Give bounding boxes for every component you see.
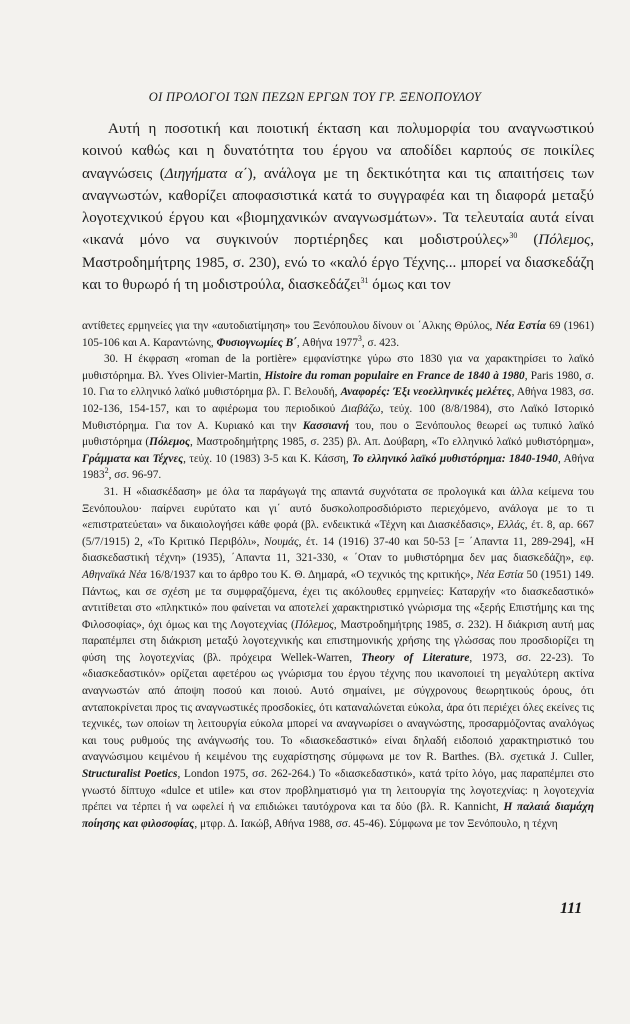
footnote-31 (82, 484, 594, 832)
note-title: Αθηναϊκά Νέα (82, 568, 147, 581)
note-text: αντίθετες ερμηνείες για την «αυτοδιατίμηση» του Ξενόπουλου δίνουν οι ΄Αλκης Θρύλος, (82, 320, 496, 332)
note-text: 50 (1951) 149. Πάντως, και σε σχέση με τα συμφραζόμενα, έχει τις ακόλουθες ερμηνείες: Καταρχήν «το διασκεδαστικό» αντιτίθεται στο «πληκτικό» που φαίνεται να αποτελεί χαρακτηριστικό γνώρισμα της «ξερής Επιστήμης και της Φιλοσοφίας», όχι όμως και της Λογοτεχνίας ( (82, 568, 594, 631)
running-header: OI ΠΡΟΛΟΓΟΙ ΤΩΝ ΠΕΖΩΝ ΕΡΓΩΝ ΤΟΥ ΓΡ. ΞΕΝΟΠΟΥΛΟΥ (148, 90, 482, 104)
note-text: , μτφρ. Δ. Ιακώβ, Αθήνα 1988, σσ. 45-46). Σύμφωνα με τον Ξενόπουλο, η τέχνη (194, 817, 558, 830)
note-title: Νουμάς (264, 535, 299, 548)
note-text: , τεύχ. 100 (8/8/1984), στο Λαϊκό Ιστορικό Μυθιστόρημα. Για τον Α. Κυριακό και την (82, 402, 594, 432)
note-title: Η παλαιά διαμάχη ποίησης και φιλοσοφίας (82, 801, 595, 830)
note-text: , Αθήνα 1983 (82, 452, 595, 482)
note-title: Κασσιανή (302, 419, 350, 432)
note-title: Πόλεμος (149, 436, 191, 449)
note-text: , Αθήνα 1977 (296, 336, 358, 349)
note-text: , σσ. 96-97. (108, 469, 162, 482)
note-text: , 1973, σσ. 22-23). Το «διασκεδαστικόν» ορίζεται αφετέρου ως γνώρισμα του έργου τέχνης που ικανοποιεί τη μεγαλύτερη ακτίνα αναγνωστών από άποψη ποσού και ποιού. Αυτό σημαίνει, με σύγχρονους θεωρητικούς όρους, ότι ανταποκρίνεται προς τις αναγνωστικές προσδοκίες, ότι καταναλώνεται εύκολα, άρα ότι περιέχει όλες εκείνες τις τεχνικές, των οποίων τη λειτουργία εύκολα μπορεί να αναγνωρίσει ο αναγνώστης, προσαρμόζοντας αναλόγως και τους ρυθμούς της ανάγνωσής του. Το «διασκεδαστικό» είναι δηλαδή ειδοποιό χαρακτηριστικό του αναγνώσιμου κειμένου ή κειμένου της ευχαρίστησης σύμφωνα με τον R. Barthes. (Βλ. σχετικά J. Culler, (82, 651, 594, 764)
body-text: Αυτή η ποσοτική και ποιοτική έκταση και πολυμορφία του αναγνωστικού κοινού καθώς και η δυνατότητα του έργου να αποδίδει καρπούς σε ποικίλες αναγνώσεις ( (82, 121, 594, 182)
note-title: Φυσιογνωμίες Β΄ (216, 336, 297, 349)
note-text: , London 1975, σσ. 262-264.) Το «διασκεδαστικό», κατά τρίτο λόγο, μας παραπέμπει στο γνωστό δίπτυχο «dulce et utile» και στον προβληματισμό για τη λειτουργία της λογοτεχνίας: η λογοτεχνία πρέπει να τέρπει ή να ωφελεί ή να επιδιώκει ταυτόχρονα και τα δύο (βλ. R. Kannicht, (82, 768, 595, 814)
note-text: , Αθήνα 1983, σσ. 102-136, 154-157, και το αφιέρωμα του περιοδικού (82, 386, 594, 415)
note-title: Διαβάζω (341, 402, 381, 415)
note-title: Histoire du roman populaire en France de 1840 à 1980 (264, 369, 525, 382)
note-text: , Μαστροδημήτρης 1985, σ. 232). Η διάκριση αυτή μας παραπέμπει στη διάκριση μεταξύ λογοτεχνικής και επιστημονικής χρήσης της γλώσσας που προσδιορίζει τη φύση της λογοτεχνίας (βλ. πρόχειρα Wellek-Warren, (82, 618, 594, 664)
note-title: Αναφορές: Έξι νεοελληνικές μελέτες (340, 386, 512, 399)
edition-sup: 2 (104, 466, 109, 476)
page-number: 111 (560, 900, 583, 917)
footnote-30 (82, 351, 594, 484)
body-text: όμως και τον (368, 277, 451, 294)
note-title: Το ελληνικό λαϊκό μυθιστόρημα: 1840-1940 (352, 452, 558, 465)
note-title: Structuralist Poetics (82, 768, 178, 781)
note-title: Γράμματα και Τέχνες (82, 452, 184, 465)
note-text: , τεύχ. 10 (1983) 3-5 και Κ. Κάσση, (183, 452, 353, 465)
body-text: , Μαστροδημήτρης 1985, σ. 230), ενώ το «καλό έργο Τέχνης... μπορεί να διασκεδάζη και το θυρωρό ή τη μοδιστρούλα, διασκεδάζει (82, 232, 595, 294)
body-text: ( (517, 232, 539, 249)
note-title: Νέα Εστία (476, 568, 524, 581)
edition-sup: 3 (357, 333, 362, 343)
note-text: 30. Η έκφραση «roman de la portière» εμφανίστηκε γύρω στο 1830 για να χαρακτηρίσει το λαϊκό μυθιστόρημα. Βλ. Yves Olivier-Martin, (82, 353, 594, 382)
note-text: 69 (1961) 105-106 και Α. Καραντώνης, (82, 320, 594, 349)
note-text: , Paris 1980, σ. 10. Για το ελληνικό λαϊκό μυθιστόρημα βλ. Γ. Βελουδή, (82, 369, 594, 399)
body-title-ref: Διηγήματα α΄ (164, 165, 248, 182)
note-text: , σ. 423. (361, 336, 400, 349)
body-paragraph (82, 118, 594, 296)
footnote-marker: 30 (509, 231, 518, 241)
note-text: , Μαστροδημήτρης 1985, σ. 235) βλ. Απ. Δούβαρη, «Το ελληνικό λαϊκό μυθιστόρημα», (190, 436, 594, 449)
note-title: Theory of Literature (361, 651, 470, 664)
note-title: Πόλεμος (294, 618, 334, 631)
note-text: 16/8/1937 και το άρθρο του Κ. Θ. Δημαρά, «Ο τεχνικός της κριτικής», (146, 568, 477, 581)
note-text: , έτ. 8, αρ. 667 (5/7/1915) 2, «Το Κριτικό Περιβόλι», (82, 519, 594, 548)
note-text: του, που ο Ξενόπουλος θεωρεί ως τυπικό λαϊκό μυθιστόρημα ( (82, 419, 594, 449)
body-text: ), ανάλογα με τη δεκτικότητα και τις απαιτήσεις των αναγνωστών, καθορίζει αποφασιστικά κατά το συγγραφέα και τη διαφορά μεταξύ λογοτεχνικού έργου και «βιομηχανικών αναγνωσμάτων». Τα τελευταία αυτά είναι «ικανά μόνο να συγκινούν πορτιέρηδες και μοδιστρούλες» (82, 165, 595, 249)
note-title: Ελλάς (497, 519, 525, 532)
footnotes (82, 318, 594, 832)
body-title-ref: Πόλεμος (538, 232, 591, 249)
footnote-marker: 31 (360, 276, 369, 286)
note-text: 31. Η «διασκέδαση» με όλα τα παράγωγά της απαντά συχνότατα σε προλογικά και άλλα κείμενα του Ξενόπουλου· παίρνει ευρύτατο και γι΄ αυτό δυσκολοπροσδιόριστο περιεχόμενο, ανάλογα με το τι «επιστρατεύεται» να δικαιολογήσει κάθε φορά (βλ. ενδεικτικά «Τέχνη και Διασκέδασις», (82, 485, 594, 532)
note-text: , έτ. 14 (1916) 37-40 και 50-53 [= ΄Απαντα 11, 289-294], «Η διασκεδαστική τέχνη» (1935), ΄Απαντα 11, 321-330, « ΄Οταν το μυθιστόρημα δεν μας διασκεδάζη», εφ. (82, 535, 594, 565)
note-title: Νέα Εστία (495, 320, 546, 332)
footnote-continued (82, 318, 594, 351)
